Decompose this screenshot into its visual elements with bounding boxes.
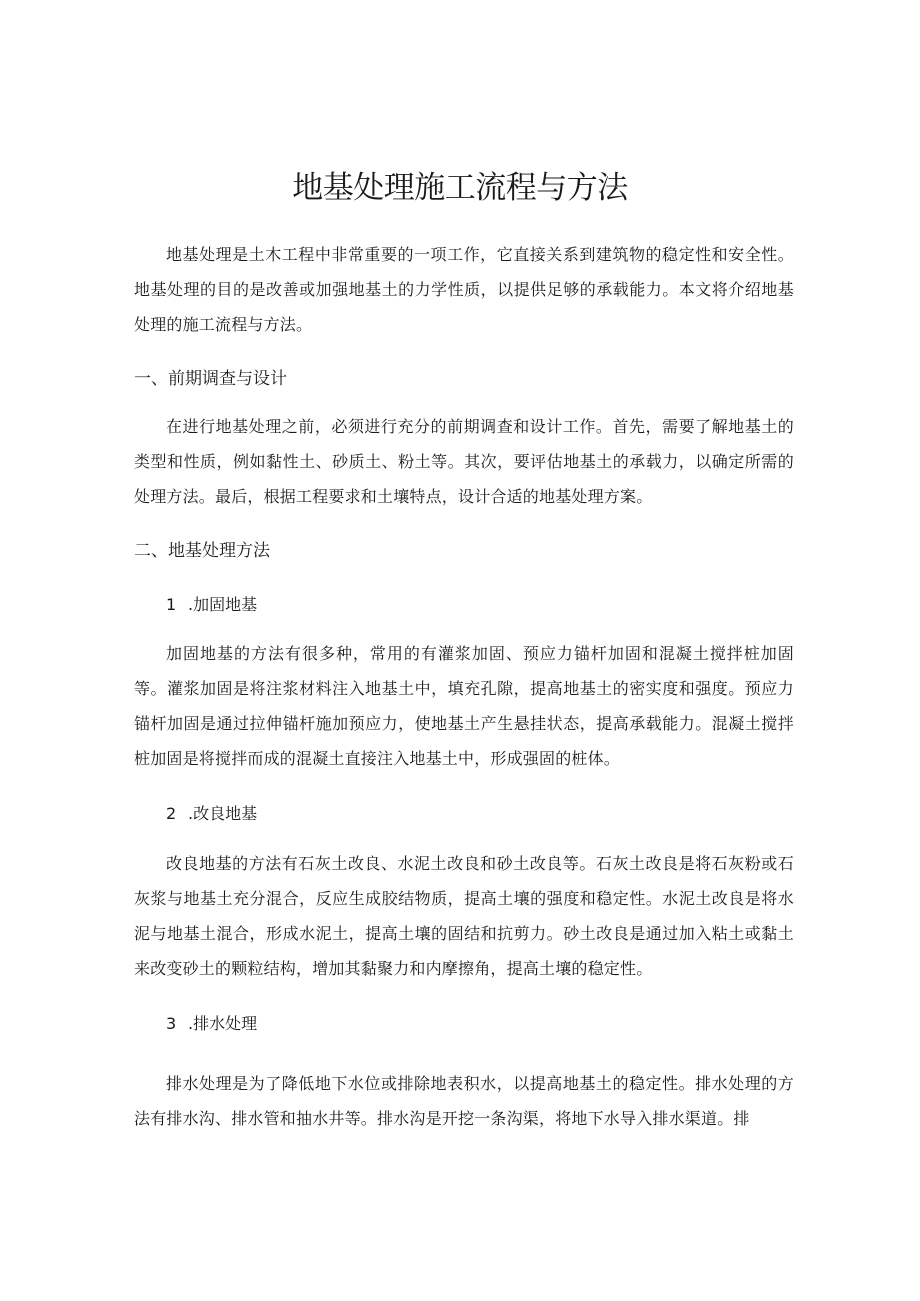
subsection-3-heading — [166, 1009, 257, 1039]
section-1-paragraph: 在进行地基处理之前，必须进行充分的前期调查和设计工作。首先，需要了解地基土的类型和性质，例如黏性土、砂质土、粉土等。其次，要评估地基土的承载力，以确定所需的处理方法。最后，根据工程要求和土壤特点，设计合适的地基处理方案。 — [134, 417, 794, 506]
subsection-3-paragraph: 排水处理是为了降低地下水位或排除地表积水，以提高地基土的稳定性。排水处理的方法有排水沟、排水管和抽水井等。排水沟是开挖一条沟渠，将地下水导入排水渠道。排 — [134, 1074, 794, 1128]
subsection-number: 1 — [166, 595, 177, 614]
subsection-2-paragraph: 改良地基的方法有石灰土改良、水泥土改良和砂土改良等。石灰土改良是将石灰粉或石灰浆与地基土充分混合，反应生成胶结物质，提高土壤的强度和稳定性。水泥土改良是将水泥与地基土混合，形成水泥土，提高土壤的固结和抗剪力。砂土改良是通过加入粘土或黏土来改变砂土的颗粒结构，增加其黏聚力和内摩擦角，提高土壤的稳定性。 — [134, 854, 794, 978]
subsection-label: .排水处理 — [188, 1014, 258, 1033]
section-1-heading: 一、前期调查与设计 — [134, 369, 287, 389]
subsection-label: .改良地基 — [188, 804, 258, 823]
section-2-heading: 二、地基处理方法 — [134, 541, 270, 561]
subsection-1-heading — [166, 590, 257, 620]
subsection-number: 3 — [166, 1014, 177, 1033]
document-title: 地基处理施工流程与方法 — [292, 170, 628, 206]
subsection-2-heading — [166, 799, 257, 829]
subsection-label: .加固地基 — [188, 595, 258, 614]
intro-paragraph: 地基处理是土木工程中非常重要的一项工作，它直接关系到建筑物的稳定性和安全性。地基处理的目的是改善或加强地基土的力学性质，以提供足够的承载能力。本文将介绍地基处理的施工流程与方法。 — [134, 245, 794, 334]
subsection-1-paragraph: 加固地基的方法有很多种，常用的有灌浆加固、预应力锚杆加固和混凝土搅拌桩加固等。灌浆加固是将注浆材料注入地基土中，填充孔隙，提高地基土的密实度和强度。预应力锚杆加固是通过拉伸锚杆施加预应力，使地基土产生悬挂状态，提高承载能力。混凝土搅拌桩加固是将搅拌而成的混凝土直接注入地基土中，形成强固的桩体。 — [134, 644, 794, 768]
subsection-number: 2 — [166, 804, 177, 823]
